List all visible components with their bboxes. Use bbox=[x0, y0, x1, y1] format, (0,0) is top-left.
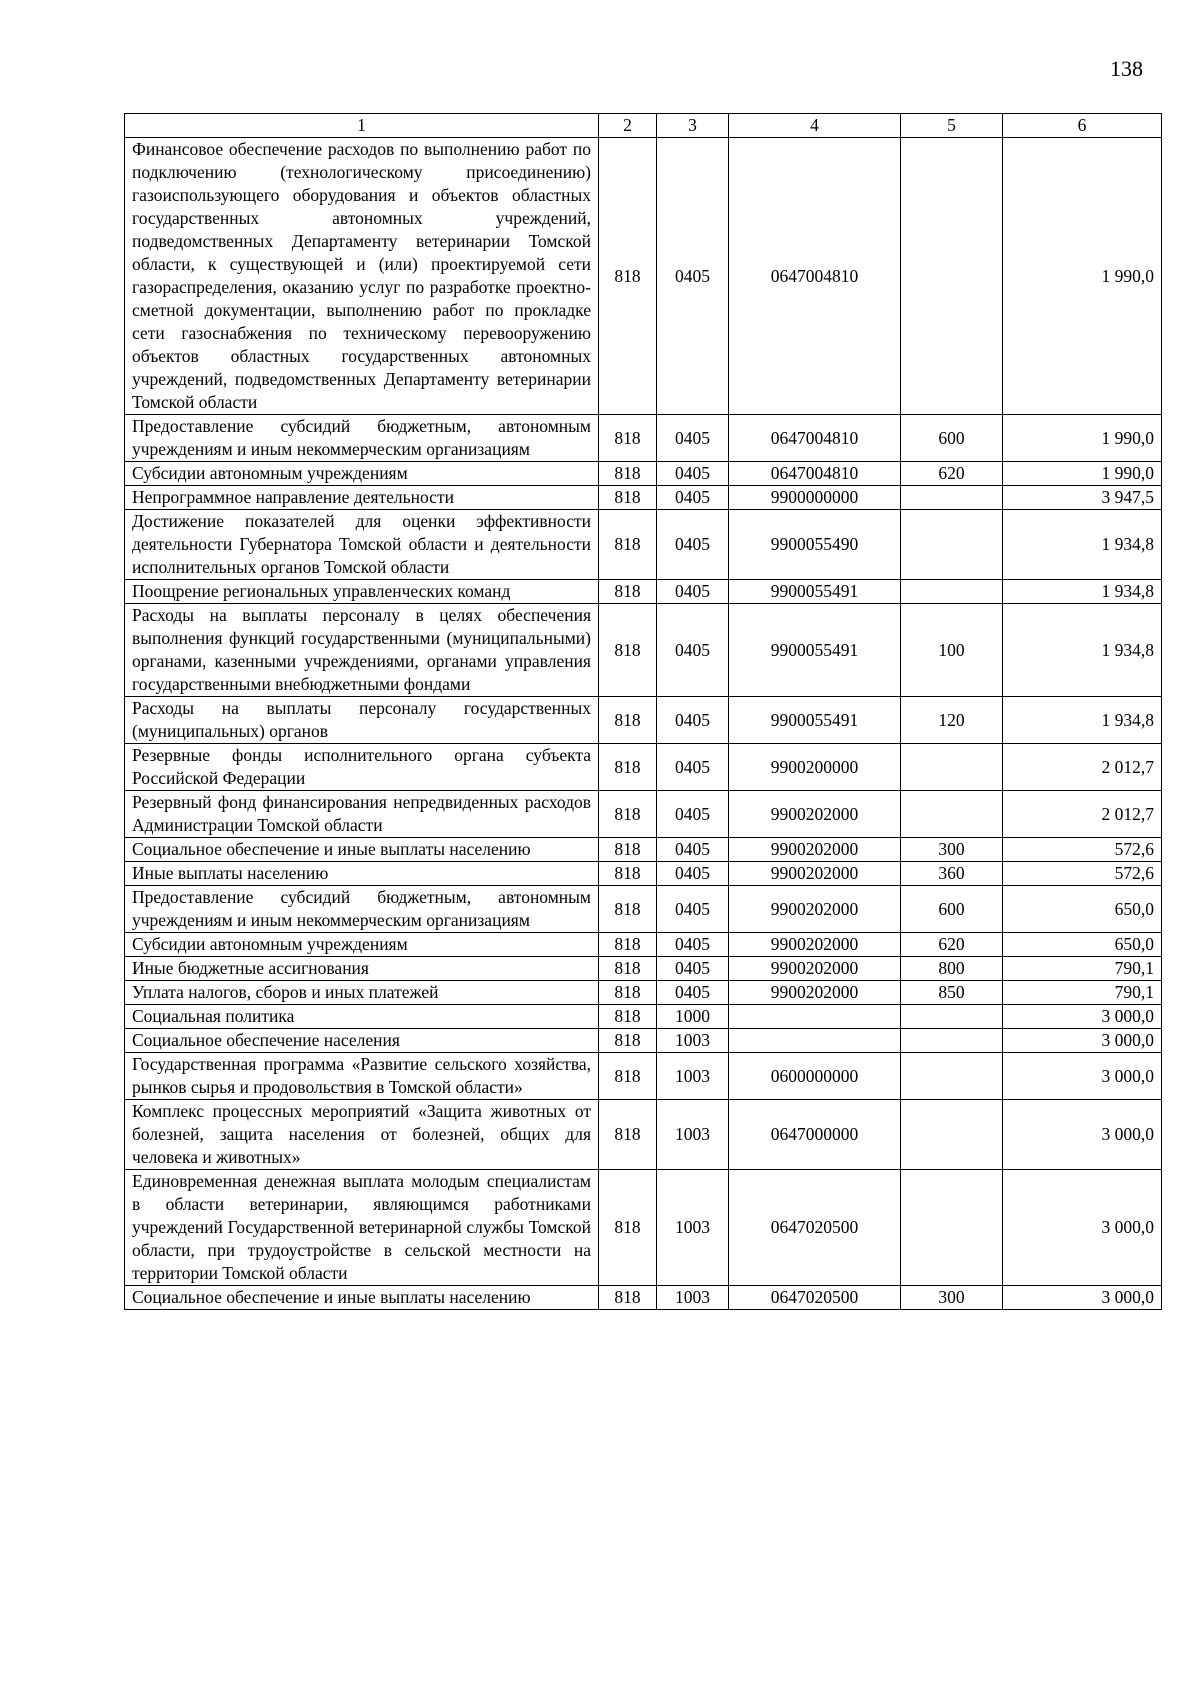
table-row bbox=[125, 1005, 1162, 1029]
row-amount-cell: 3 000,0 bbox=[1003, 1170, 1162, 1286]
row-name-cell: Субсидии автономным учреждениям bbox=[125, 462, 599, 486]
row-section-cell: 0405 bbox=[657, 981, 729, 1005]
row-grbs-cell: 818 bbox=[599, 415, 657, 462]
row-section-cell: 0405 bbox=[657, 415, 729, 462]
row-amount-cell: 790,1 bbox=[1003, 957, 1162, 981]
table-row bbox=[125, 415, 1162, 462]
row-grbs-cell: 818 bbox=[599, 744, 657, 791]
row-target-cell: 9900202000 bbox=[729, 933, 901, 957]
table-row bbox=[125, 791, 1162, 838]
row-section-cell: 0405 bbox=[657, 580, 729, 604]
row-grbs-cell: 818 bbox=[599, 510, 657, 580]
row-grbs-cell: 818 bbox=[599, 862, 657, 886]
row-type-cell: 800 bbox=[901, 957, 1003, 981]
row-section-cell: 1003 bbox=[657, 1053, 729, 1100]
row-section-cell: 0405 bbox=[657, 138, 729, 415]
column-header: 2 bbox=[599, 114, 657, 138]
row-type-cell: 600 bbox=[901, 415, 1003, 462]
table-row bbox=[125, 510, 1162, 580]
row-section-cell: 1003 bbox=[657, 1286, 729, 1310]
row-type-cell: 620 bbox=[901, 933, 1003, 957]
header-row bbox=[125, 114, 1162, 138]
row-name-cell: Единовременная денежная выплата молодым специалистам в области ветеринарии, являющимся работниками учреждений Государственной ветеринарной службы Томской области, при трудоустройстве в сельской местности на территории Томской области bbox=[125, 1170, 599, 1286]
row-section-cell: 0405 bbox=[657, 838, 729, 862]
row-amount-cell: 3 000,0 bbox=[1003, 1053, 1162, 1100]
column-header: 1 bbox=[125, 114, 599, 138]
column-header: 6 bbox=[1003, 114, 1162, 138]
column-header: 3 bbox=[657, 114, 729, 138]
row-name-cell: Социальное обеспечение и иные выплаты населению bbox=[125, 1286, 599, 1310]
row-section-cell: 0405 bbox=[657, 862, 729, 886]
row-section-cell: 0405 bbox=[657, 486, 729, 510]
row-name-cell: Иные бюджетные ассигнования bbox=[125, 957, 599, 981]
row-name-cell: Достижение показателей для оценки эффективности деятельности Губернатора Томской области и деятельности исполнительных органов Томской области bbox=[125, 510, 599, 580]
row-section-cell: 0405 bbox=[657, 933, 729, 957]
row-amount-cell: 1 934,8 bbox=[1003, 697, 1162, 744]
row-amount-cell: 1 990,0 bbox=[1003, 415, 1162, 462]
row-name-cell: Резервные фонды исполнительного органа субъекта Российской Федерации bbox=[125, 744, 599, 791]
row-grbs-cell: 818 bbox=[599, 957, 657, 981]
table-row bbox=[125, 697, 1162, 744]
row-target-cell: 0647004810 bbox=[729, 462, 901, 486]
table-body bbox=[125, 138, 1162, 1310]
row-type-cell bbox=[901, 1005, 1003, 1029]
column-header: 5 bbox=[901, 114, 1003, 138]
row-amount-cell: 3 947,5 bbox=[1003, 486, 1162, 510]
row-target-cell: 9900055491 bbox=[729, 697, 901, 744]
row-grbs-cell: 818 bbox=[599, 886, 657, 933]
table-row bbox=[125, 744, 1162, 791]
row-grbs-cell: 818 bbox=[599, 1005, 657, 1029]
row-name-cell: Расходы на выплаты персоналу государственных (муниципальных) органов bbox=[125, 697, 599, 744]
table-row bbox=[125, 862, 1162, 886]
row-type-cell bbox=[901, 744, 1003, 791]
table-row bbox=[125, 1029, 1162, 1053]
row-grbs-cell: 818 bbox=[599, 1286, 657, 1310]
row-type-cell bbox=[901, 580, 1003, 604]
table-row bbox=[125, 886, 1162, 933]
row-target-cell bbox=[729, 1029, 901, 1053]
row-type-cell bbox=[901, 138, 1003, 415]
row-type-cell: 850 bbox=[901, 981, 1003, 1005]
row-type-cell: 120 bbox=[901, 697, 1003, 744]
table-row bbox=[125, 580, 1162, 604]
row-type-cell bbox=[901, 486, 1003, 510]
table-row bbox=[125, 462, 1162, 486]
table-row bbox=[125, 1170, 1162, 1286]
row-target-cell: 0647004810 bbox=[729, 138, 901, 415]
table-row bbox=[125, 957, 1162, 981]
row-type-cell: 300 bbox=[901, 1286, 1003, 1310]
row-grbs-cell: 818 bbox=[599, 933, 657, 957]
row-name-cell: Субсидии автономным учреждениям bbox=[125, 933, 599, 957]
row-type-cell: 100 bbox=[901, 604, 1003, 697]
row-target-cell bbox=[729, 1005, 901, 1029]
row-section-cell: 0405 bbox=[657, 604, 729, 697]
row-type-cell bbox=[901, 510, 1003, 580]
row-amount-cell: 1 934,8 bbox=[1003, 510, 1162, 580]
row-section-cell: 0405 bbox=[657, 886, 729, 933]
row-type-cell: 360 bbox=[901, 862, 1003, 886]
row-target-cell: 0600000000 bbox=[729, 1053, 901, 1100]
row-amount-cell: 1 934,8 bbox=[1003, 604, 1162, 697]
row-target-cell: 9900055490 bbox=[729, 510, 901, 580]
table-row bbox=[125, 1286, 1162, 1310]
table-row bbox=[125, 1053, 1162, 1100]
row-target-cell: 9900202000 bbox=[729, 981, 901, 1005]
table-row bbox=[125, 604, 1162, 697]
row-name-cell: Государственная программа «Развитие сельского хозяйства, рынков сырья и продовольствия в Томской области» bbox=[125, 1053, 599, 1100]
row-target-cell: 9900202000 bbox=[729, 862, 901, 886]
row-name-cell: Социальное обеспечение населения bbox=[125, 1029, 599, 1053]
row-grbs-cell: 818 bbox=[599, 791, 657, 838]
table-row bbox=[125, 138, 1162, 415]
row-amount-cell: 1 934,8 bbox=[1003, 580, 1162, 604]
row-target-cell: 0647004810 bbox=[729, 415, 901, 462]
row-amount-cell: 790,1 bbox=[1003, 981, 1162, 1005]
row-target-cell: 9900202000 bbox=[729, 886, 901, 933]
budget-table bbox=[124, 113, 1162, 1310]
row-section-cell: 0405 bbox=[657, 791, 729, 838]
row-amount-cell: 1 990,0 bbox=[1003, 138, 1162, 415]
row-target-cell: 9900202000 bbox=[729, 957, 901, 981]
table-row bbox=[125, 1100, 1162, 1170]
row-type-cell: 620 bbox=[901, 462, 1003, 486]
row-section-cell: 1003 bbox=[657, 1100, 729, 1170]
row-name-cell: Предоставление субсидий бюджетным, автономным учреждениям и иным некоммерческим организациям bbox=[125, 415, 599, 462]
row-target-cell: 0647000000 bbox=[729, 1100, 901, 1170]
row-grbs-cell: 818 bbox=[599, 981, 657, 1005]
table-row bbox=[125, 933, 1162, 957]
row-section-cell: 0405 bbox=[657, 957, 729, 981]
row-amount-cell: 3 000,0 bbox=[1003, 1029, 1162, 1053]
row-amount-cell: 3 000,0 bbox=[1003, 1005, 1162, 1029]
row-section-cell: 0405 bbox=[657, 510, 729, 580]
row-section-cell: 0405 bbox=[657, 697, 729, 744]
row-amount-cell: 3 000,0 bbox=[1003, 1286, 1162, 1310]
row-section-cell: 1003 bbox=[657, 1029, 729, 1053]
row-target-cell: 9900200000 bbox=[729, 744, 901, 791]
row-grbs-cell: 818 bbox=[599, 486, 657, 510]
row-name-cell: Комплекс процессных мероприятий «Защита животных от болезней, защита населения от болезней, общих для человека и животных» bbox=[125, 1100, 599, 1170]
row-section-cell: 1000 bbox=[657, 1005, 729, 1029]
row-name-cell: Расходы на выплаты персоналу в целях обеспечения выполнения функций государственными (муниципальными) органами, казенными учреждениями, органами управления государственными внебюджетными фондами bbox=[125, 604, 599, 697]
row-target-cell: 9900055491 bbox=[729, 580, 901, 604]
row-amount-cell: 572,6 bbox=[1003, 862, 1162, 886]
row-type-cell: 600 bbox=[901, 886, 1003, 933]
row-target-cell: 0647020500 bbox=[729, 1286, 901, 1310]
row-amount-cell: 2 012,7 bbox=[1003, 744, 1162, 791]
column-header: 4 bbox=[729, 114, 901, 138]
row-type-cell bbox=[901, 1170, 1003, 1286]
row-target-cell: 9900000000 bbox=[729, 486, 901, 510]
row-type-cell bbox=[901, 1029, 1003, 1053]
table-row bbox=[125, 838, 1162, 862]
table-row bbox=[125, 486, 1162, 510]
row-target-cell: 9900202000 bbox=[729, 838, 901, 862]
row-amount-cell: 3 000,0 bbox=[1003, 1100, 1162, 1170]
row-grbs-cell: 818 bbox=[599, 604, 657, 697]
row-grbs-cell: 818 bbox=[599, 1029, 657, 1053]
row-amount-cell: 650,0 bbox=[1003, 886, 1162, 933]
row-name-cell: Социальное обеспечение и иные выплаты населению bbox=[125, 838, 599, 862]
row-name-cell: Предоставление субсидий бюджетным, автономным учреждениям и иным некоммерческим организациям bbox=[125, 886, 599, 933]
row-grbs-cell: 818 bbox=[599, 838, 657, 862]
row-grbs-cell: 818 bbox=[599, 138, 657, 415]
row-grbs-cell: 818 bbox=[599, 462, 657, 486]
row-grbs-cell: 818 bbox=[599, 1170, 657, 1286]
row-target-cell: 0647020500 bbox=[729, 1170, 901, 1286]
row-name-cell: Резервный фонд финансирования непредвиденных расходов Администрации Томской области bbox=[125, 791, 599, 838]
page-number: 138 bbox=[1110, 56, 1143, 81]
table-row bbox=[125, 981, 1162, 1005]
row-section-cell: 0405 bbox=[657, 744, 729, 791]
row-grbs-cell: 818 bbox=[599, 697, 657, 744]
row-grbs-cell: 818 bbox=[599, 580, 657, 604]
row-section-cell: 1003 bbox=[657, 1170, 729, 1286]
row-target-cell: 9900202000 bbox=[729, 791, 901, 838]
row-grbs-cell: 818 bbox=[599, 1053, 657, 1100]
row-amount-cell: 572,6 bbox=[1003, 838, 1162, 862]
row-name-cell: Непрограммное направление деятельности bbox=[125, 486, 599, 510]
row-type-cell bbox=[901, 791, 1003, 838]
row-grbs-cell: 818 bbox=[599, 1100, 657, 1170]
row-name-cell: Финансовое обеспечение расходов по выполнению работ по подключению (технологическому присоединению) газоиспользующего оборудования и объектов областных государственных автономных учреждений, подведомственных Департаменту ветеринарии Томской области, к существующей и (или) проектируемой сети газораспределения, оказанию услуг по разработке проектно-сметной документации, выполнению работ по прокладке сети газоснабжения по техническому перевооружению объектов областных государственных автономных учреждений, подведомственных Департаменту ветеринарии Томской области bbox=[125, 138, 599, 415]
row-amount-cell: 1 990,0 bbox=[1003, 462, 1162, 486]
row-name-cell: Социальная политика bbox=[125, 1005, 599, 1029]
row-type-cell: 300 bbox=[901, 838, 1003, 862]
row-name-cell: Поощрение региональных управленческих команд bbox=[125, 580, 599, 604]
row-target-cell: 9900055491 bbox=[729, 604, 901, 697]
row-type-cell bbox=[901, 1053, 1003, 1100]
row-name-cell: Уплата налогов, сборов и иных платежей bbox=[125, 981, 599, 1005]
row-name-cell: Иные выплаты населению bbox=[125, 862, 599, 886]
row-amount-cell: 2 012,7 bbox=[1003, 791, 1162, 838]
row-section-cell: 0405 bbox=[657, 462, 729, 486]
row-type-cell bbox=[901, 1100, 1003, 1170]
row-amount-cell: 650,0 bbox=[1003, 933, 1162, 957]
